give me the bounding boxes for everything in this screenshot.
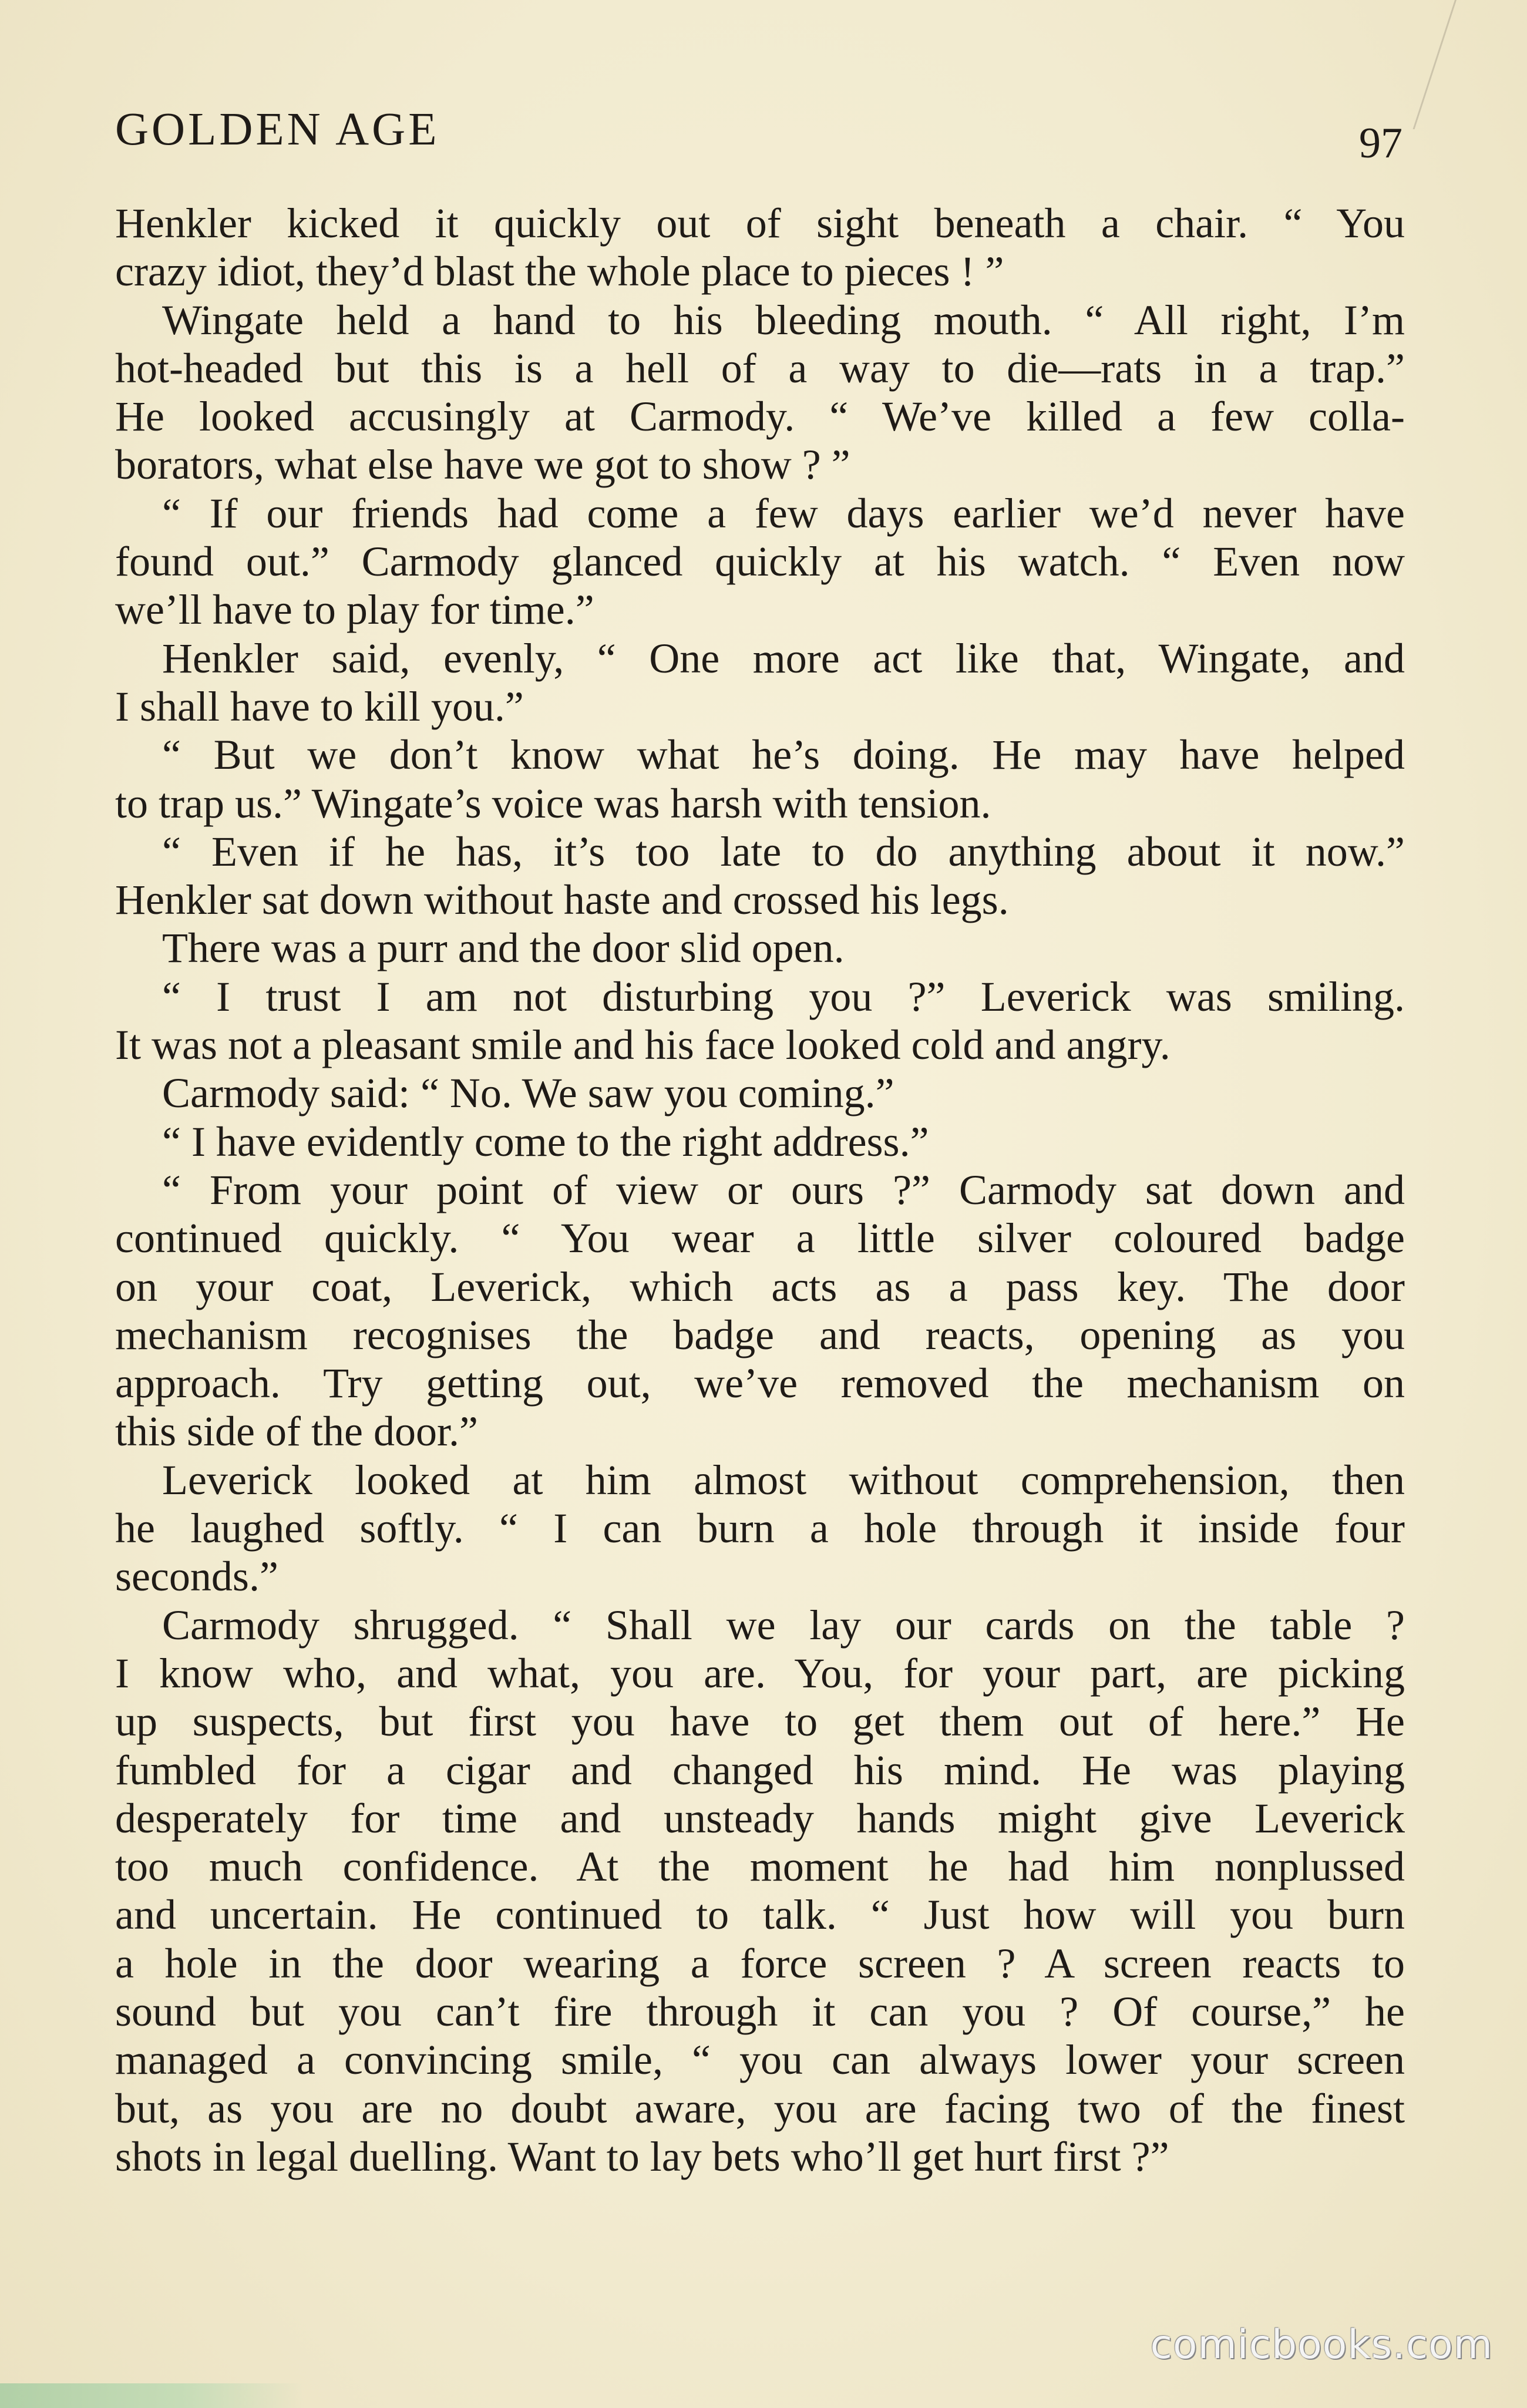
text-line: borators, what else have we got to show ? ” [115, 441, 850, 489]
text-line: Henkler sat down without haste and crossed his legs. [115, 876, 1009, 924]
text-line: he laughed softly. “ I can burn a hole through it inside four [115, 1505, 1405, 1552]
text-line: Wingate held a hand to his bleeding mouth. “ All right, I’m [162, 296, 1405, 344]
text-line: fumbled for a cigar and changed his mind. He was playing [115, 1746, 1405, 1794]
text-line: I shall have to kill you.” [115, 682, 524, 730]
scan-edge-strip [0, 2383, 305, 2408]
text-line: on your coat, Leverick, which acts as a pass key. The door [115, 1263, 1405, 1310]
text-line: found out.” Carmody glanced quickly at his watch. “ Even now [115, 538, 1405, 586]
text-line: “ Even if he has, it’s too late to do anything about it now.” [162, 828, 1405, 875]
text-line: we’ll have to play for time.” [115, 586, 594, 634]
text-line: but, as you are no doubt aware, you are facing two of the finest [115, 2084, 1405, 2132]
text-line: Leverick looked at him almost without comprehension, then [162, 1456, 1405, 1504]
text-line: continued quickly. “ You wear a little silver coloured badge [115, 1215, 1405, 1262]
running-head [115, 103, 1407, 168]
text-line: There was a purr and the door slid open. [162, 924, 845, 972]
text-line: a hole in the door wearing a force screen ? A screen reacts to [115, 1939, 1405, 1987]
text-line: desperately for time and unsteady hands might give Leverick [115, 1794, 1405, 1842]
page-number: 97 [1359, 119, 1402, 167]
text-line: “ If our friends had come a few days earlier we’d never have [162, 489, 1405, 537]
text-line: sound but you can’t fire through it can you ? Of course,” he [115, 1987, 1405, 2035]
text-line: “ But we don’t know what he’s doing. He may have helped [162, 731, 1405, 779]
text-line: Henkler kicked it quickly out of sight beneath a chair. “ You [115, 200, 1405, 247]
page-corner-crease [1413, 0, 1527, 129]
text-line: shots in legal duelling. Want to lay bets who’ll get hurt first ?” [115, 2133, 1169, 2180]
text-line: this side of the door.” [115, 1408, 478, 1455]
text-line: Carmody said: “ No. We saw you coming.” [162, 1070, 894, 1117]
text-line: He looked accusingly at Carmody. “ We’ve killed a few colla- [115, 393, 1405, 440]
text-line: Carmody shrugged. “ Shall we lay our cards on the table ? [162, 1601, 1405, 1649]
text-line: I know who, and what, you are. You, for your part, are picking [115, 1649, 1405, 1697]
text-line: mechanism recognises the badge and reacts, opening as you [115, 1311, 1405, 1358]
text-line: and uncertain. He continued to talk. “ Just how will you burn [115, 1891, 1405, 1939]
text-line: up suspects, but first you have to get them out of here.” He [115, 1698, 1405, 1746]
watermark: comicbooks.com [1150, 2322, 1493, 2368]
text-line: to trap us.” Wingate’s voice was harsh with tension. [115, 779, 991, 827]
text-line: approach. Try getting out, we’ve removed the mechanism on [115, 1360, 1405, 1407]
text-line: too much confidence. At the moment he had him nonplussed [115, 1843, 1405, 1891]
text-line: “ From your point of view or ours ?” Carmody sat down and [162, 1166, 1405, 1213]
text-line: “ I trust I am not disturbing you ?” Leverick was smiling. [162, 973, 1405, 1020]
body-text [115, 199, 1405, 2181]
text-line: Henkler said, evenly, “ One more act like that, Wingate, and [162, 634, 1405, 682]
text-line: managed a convincing smile, “ you can always lower your screen [115, 2036, 1405, 2084]
running-title: GOLDEN AGE [115, 104, 440, 155]
text-line: hot-headed but this is a hell of a way to die—rats in a trap.” [115, 344, 1405, 392]
text-line: “ I have evidently come to the right address.” [162, 1118, 929, 1165]
text-line: It was not a pleasant smile and his face looked cold and angry. [115, 1021, 1171, 1069]
text-line: crazy idiot, they’d blast the whole place to pieces ! ” [115, 248, 1004, 295]
text-line: seconds.” [115, 1553, 278, 1600]
